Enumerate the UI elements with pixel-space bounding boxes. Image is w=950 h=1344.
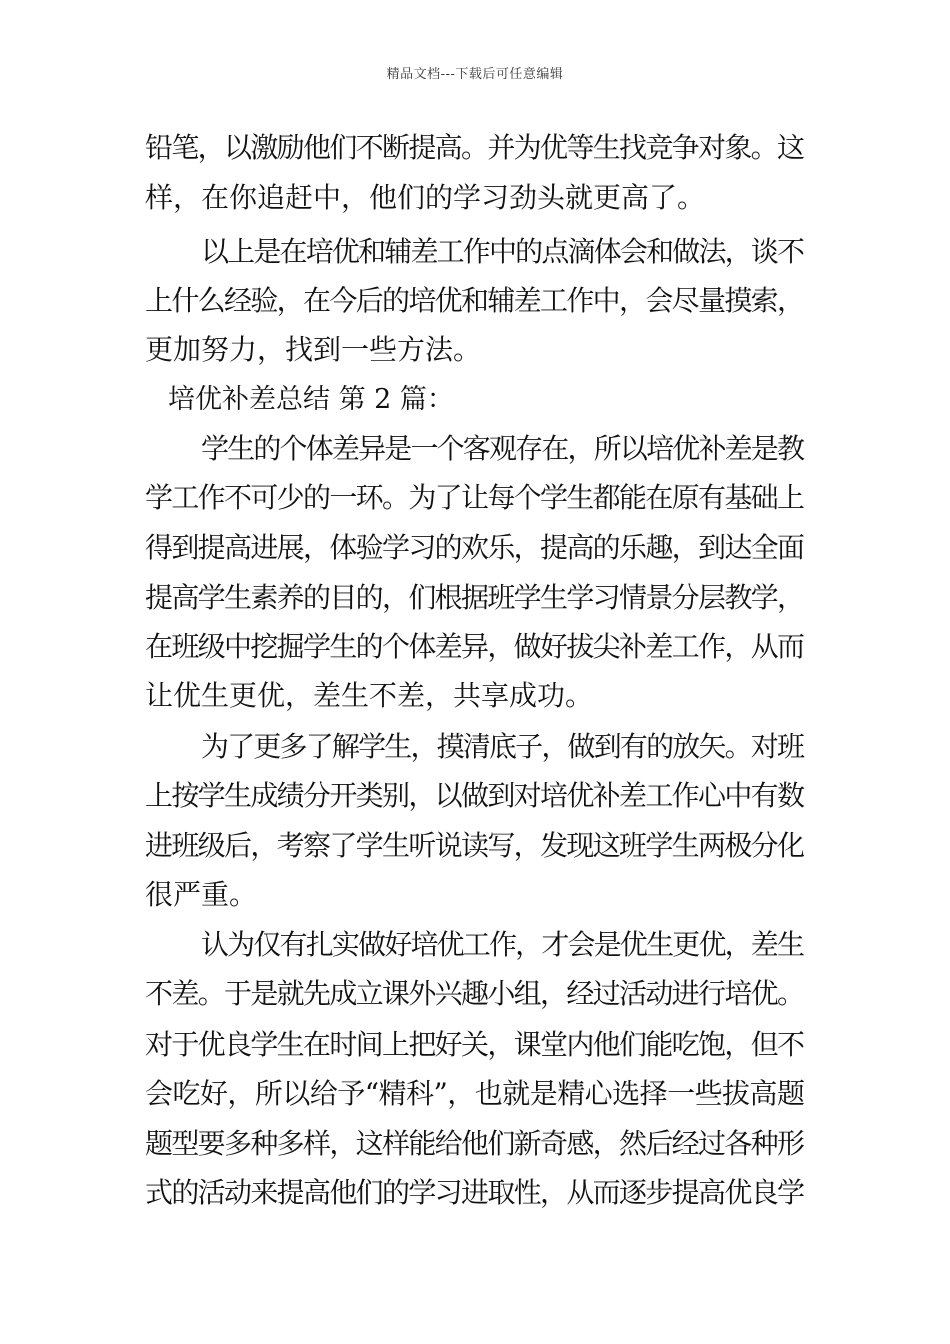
text-line: 样，在你追赶中，他们的学习劲头就更高了。 xyxy=(145,181,706,214)
text-line: 认为仅有扎实做好培优工作，才会是优生更优，差生 xyxy=(201,928,804,961)
page-header: 精品文档---下载后可任意编辑 xyxy=(386,67,564,82)
text-line: 式的活动来提高他们的学习进取性，从而逐步提高优良学 xyxy=(145,1176,804,1209)
text-line: 更加努力，找到一些方法。 xyxy=(145,333,482,366)
text-line: 题型要多种多样，这样能给他们新奇感，然后经过各种形 xyxy=(145,1127,804,1160)
text-line: 学工作不可少的一环。为了让每个学生都能在原有基础上 xyxy=(145,481,804,514)
text-line: 上什么经验，在今后的培优和辅差工作中，会尽量摸索， xyxy=(145,284,804,317)
text-line: 提高学生素养的目的，们根据班学生学习情景分层教学， xyxy=(145,581,804,614)
text-line: 对于优良学生在时间上把好关，课堂内他们能吃饱，但不 xyxy=(145,1028,804,1061)
text-line: 为了更多了解学生，摸清底子，做到有的放矢。对班 xyxy=(201,730,804,763)
text-line: 不差。于是就先成立课外兴趣小组，经过活动进行培优。 xyxy=(145,977,804,1010)
text-line: 上按学生成绩分开类别，以做到对培优补差工作心中有数 xyxy=(145,779,804,812)
text-line: 在班级中挖掘学生的个体差异，做好拔尖补差工作，从而 xyxy=(145,630,804,663)
text-line: 学生的个体差异是一个客观存在，所以培优补差是教 xyxy=(201,432,804,465)
text-line: 会吃好，所以给予“精科”，也就是精心选择一些拔高题 xyxy=(145,1077,805,1110)
text-line: 进班级后，考察了学生听说读写，发现这班学生两极分化 xyxy=(145,829,804,862)
text-line: 很严重。 xyxy=(145,878,258,911)
text-line: 铅笔，以激励他们不断提高。并为优等生找竞争对象。这 xyxy=(145,131,804,164)
text-line: 得到提高进展，体验学习的欢乐，提高的乐趣，到达全面 xyxy=(145,531,804,564)
text-line: 让优生更优，差生不差，共享成功。 xyxy=(145,679,594,712)
section-heading: 培优补差总结 第 2 篇： xyxy=(168,384,454,415)
text-line: 以上是在培优和辅差工作中的点滴体会和做法，谈不 xyxy=(201,235,804,268)
